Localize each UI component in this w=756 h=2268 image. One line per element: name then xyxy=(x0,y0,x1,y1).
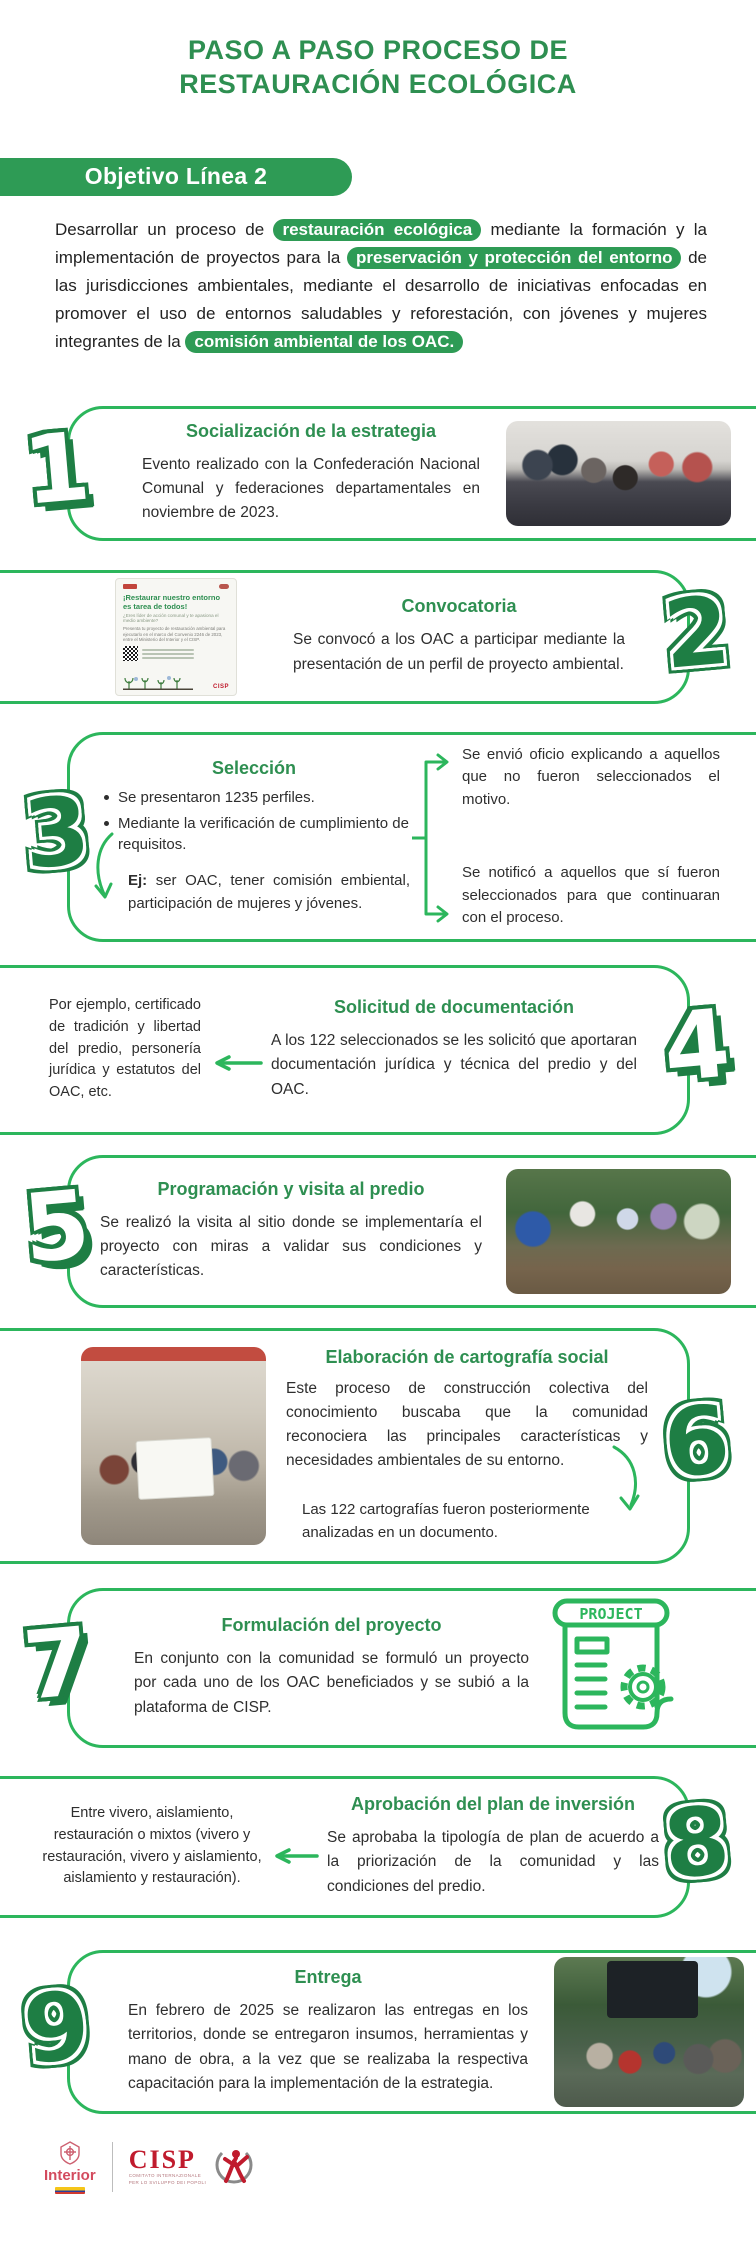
poster-question: ¿Eres líder de acción comunal y te apasiona el medio ambiente? xyxy=(123,612,219,624)
cisp-texts xyxy=(128,2144,207,2187)
step8-title: Aprobación del plan de inversión xyxy=(350,1794,636,1815)
step2-body: Se convocó a los OAC a participar mediante la presentación de un perfil de proyecto ambiental. xyxy=(293,631,625,673)
project-document-icon xyxy=(547,1595,681,1741)
step-card-5 xyxy=(19,1155,756,1308)
poster-qr-row xyxy=(123,646,229,661)
step2-poster xyxy=(115,578,237,696)
objective-heading-label: Objetivo Línea 2 xyxy=(84,163,268,189)
step4-side-note: Por ejemplo, certificado de tradición y libertad del predio, personería jurídica y estatutos del OAC, etc. xyxy=(49,997,201,1101)
step4-body: A los 122 seleccionados se les solicitó que aportaran documentación jurídica y técnica del predio y del OAC. xyxy=(271,1032,637,1098)
step-card-6 xyxy=(0,1328,734,1564)
cisp-subline2: PER LO SVILUPPO DEI POPOLI xyxy=(128,2179,207,2185)
step5-site-visit-photo xyxy=(506,1169,731,1294)
step8-body: Se aprobaba la tipología de plan de acuerdo a la priorización de la comunidad y las condiciones del predio. xyxy=(327,1829,659,1895)
cisp-logo xyxy=(129,2145,256,2189)
step4-text xyxy=(271,997,637,1101)
step5-title: Programación y visita al predio xyxy=(157,1178,425,1199)
step-card-8 xyxy=(0,1776,734,1918)
project-icon-label: PROJECT xyxy=(579,1604,643,1623)
poster-logo-icon xyxy=(123,584,137,589)
step3-bullet-2 xyxy=(98,813,410,857)
step9-text xyxy=(128,1967,528,2095)
step-number-3: 3 xyxy=(19,776,94,891)
bullet-dot xyxy=(104,821,109,826)
step-number-8: 8 xyxy=(658,1786,734,1901)
step1-title: Socialización de la estrategia xyxy=(185,420,437,441)
step-card-1 xyxy=(19,406,756,541)
step7-title: Formulación del proyecto xyxy=(221,1615,442,1636)
step4-title: Solicitud de documentación xyxy=(333,997,575,1018)
step-card-3 xyxy=(19,732,756,942)
left-arrow-icon xyxy=(211,1055,263,1071)
poster-body: Presenta tu proyecto de restauración ambiental para ejecutarlo en el marco del Convenio 2246 de 2023, entre el Ministerio del Interior y el CISP. xyxy=(123,625,226,643)
colombia-flag-icon xyxy=(55,2187,85,2194)
gear-icon xyxy=(624,1668,662,1706)
cisp-figure-icon xyxy=(212,2145,256,2189)
poster-title: ¡Restaurar nuestro entorno es tarea de todos! xyxy=(123,592,221,611)
left-arrow-icon xyxy=(271,1848,319,1864)
highlight-pill: restauración ecológica xyxy=(273,219,481,241)
step9-title: Entrega xyxy=(294,1967,362,1988)
step-number-7: 7 xyxy=(19,1607,94,1722)
qr-code-icon xyxy=(123,646,138,661)
step6-text xyxy=(286,1347,648,1544)
step7-text xyxy=(134,1615,529,1719)
footer xyxy=(44,2140,756,2194)
poster-logo-icon xyxy=(219,584,229,589)
step8-text xyxy=(327,1794,659,1898)
step6-body: Este proceso de construcción colectiva del conocimiento buscaba que la comunidad reconociera las principales características y necesidades ambientales de su entorno. xyxy=(286,1379,648,1470)
footer-divider xyxy=(112,2142,113,2192)
step-card-2 xyxy=(0,570,734,704)
step-card-4 xyxy=(0,965,734,1135)
step1-text xyxy=(142,421,480,525)
step6-note: Las 122 cartografías fueron posteriormente analizadas en un documento. xyxy=(302,1501,590,1541)
step3-right-bottom: Se notificó a aquellos que sí fueron seleccionados para que continuaran con el proceso. xyxy=(462,864,720,926)
step2-text xyxy=(293,596,625,676)
page-title-line2: RESTAURACIÓN ECOLÓGICA xyxy=(179,68,577,99)
highlight-pill: comisión ambiental de los OAC. xyxy=(185,331,463,353)
step3-right-column xyxy=(462,744,720,930)
seedlings-icon xyxy=(123,674,193,690)
step3-example xyxy=(128,870,410,915)
step-number-9: 9 xyxy=(19,1971,94,2086)
objective-paragraph xyxy=(55,216,707,356)
interior-label: Interior xyxy=(44,2166,96,2184)
step8-side-note: Entre vivero, aislamiento, restauración o mixtos (vivero y restauración, vivero y aislamiento, aislamiento y restauración). xyxy=(42,1805,262,1887)
curved-arrow-icon xyxy=(606,1443,644,1519)
step-number-5: 5 xyxy=(19,1170,94,1285)
step-number-4: 4 xyxy=(658,989,734,1104)
step3-title: Selección xyxy=(211,757,297,778)
poster-footer xyxy=(123,674,229,690)
step3-left-column xyxy=(98,758,410,915)
step3-example-label: Ej: xyxy=(128,872,148,890)
step1-body: Evento realizado con la Confederación Nacional Comunal y federaciones departamentales en noviembre de 2023. xyxy=(142,455,480,521)
step3-example-text: ser OAC, tener comisión embiental, participación de mujeres y jóvenes. xyxy=(128,872,410,912)
step-number-2: 2 xyxy=(658,576,734,691)
objective-segment: de las jurisdicciones ambientales, mediante el desarrollo de iniciativas enfocadas en promover el uso de entornos saludables y reforestación, con jóvenes y mujeres integrantes de la xyxy=(55,247,708,351)
step2-title: Convocatoria xyxy=(401,596,517,617)
step6-title: Elaboración de cartografía social xyxy=(325,1346,609,1367)
cisp-subline1: COMITATO INTERNAZIONALE xyxy=(128,2172,202,2178)
step-number-1: 1 xyxy=(19,412,94,527)
interior-crest-icon xyxy=(58,2140,82,2166)
step9-body: En febrero de 2025 se realizaron las entregas en los territorios, donde se entregaron insumos, herramientas y mano de obra, a la vez que se realizaba la respectiva capacitación para la implementación de la estrategia. xyxy=(128,2002,528,2092)
step9-delivery-photo xyxy=(554,1957,744,2107)
bullet-dot xyxy=(104,795,109,800)
step7-body: En conjunto con la comunidad se formuló un proyecto por cada uno de los OAC beneficiados y se subió a la plataforma de CISP. xyxy=(134,1650,529,1716)
step-number-6: 6 xyxy=(658,1385,734,1500)
bracket-arrow-icon xyxy=(412,750,454,924)
cisp-label: CISP xyxy=(128,2144,196,2174)
step1-meeting-photo xyxy=(506,421,731,526)
poster-cisp-label: CISP xyxy=(212,683,229,690)
step-card-9 xyxy=(19,1950,756,2114)
interior-logo xyxy=(44,2140,96,2194)
page-title xyxy=(0,0,756,102)
step3-bullet-1 xyxy=(98,787,410,809)
highlight-pill: preservación y protección del entorno xyxy=(347,247,681,269)
poster-logos xyxy=(123,584,229,590)
step-card-7 xyxy=(19,1588,756,1748)
step5-text xyxy=(100,1179,482,1283)
step3-bullet-1-text: Se presentaron 1235 perfiles. xyxy=(118,788,315,806)
poster-caption-lines xyxy=(142,647,194,661)
step3-right-top: Se envió oficio explicando a aquellos que no fueron seleccionados el motivo. xyxy=(462,745,720,808)
step5-body: Se realizó la visita al sitio donde se implementaría el proyecto con miras a validar sus condiciones y características. xyxy=(100,1213,482,1279)
objective-segment: mediante la formación y la implementación de proyectos para la xyxy=(55,219,708,267)
page-title-line1: PASO A PASO PROCESO DE xyxy=(187,35,569,65)
objective-segment: Desarrollar un proceso de xyxy=(55,219,274,239)
objective-heading xyxy=(0,158,352,196)
step3-bullet-2-text: Mediante la verificación de cumplimiento de requisitos. xyxy=(118,814,409,854)
step6-cartography-photo xyxy=(81,1347,266,1545)
curved-arrow-icon xyxy=(92,830,122,908)
